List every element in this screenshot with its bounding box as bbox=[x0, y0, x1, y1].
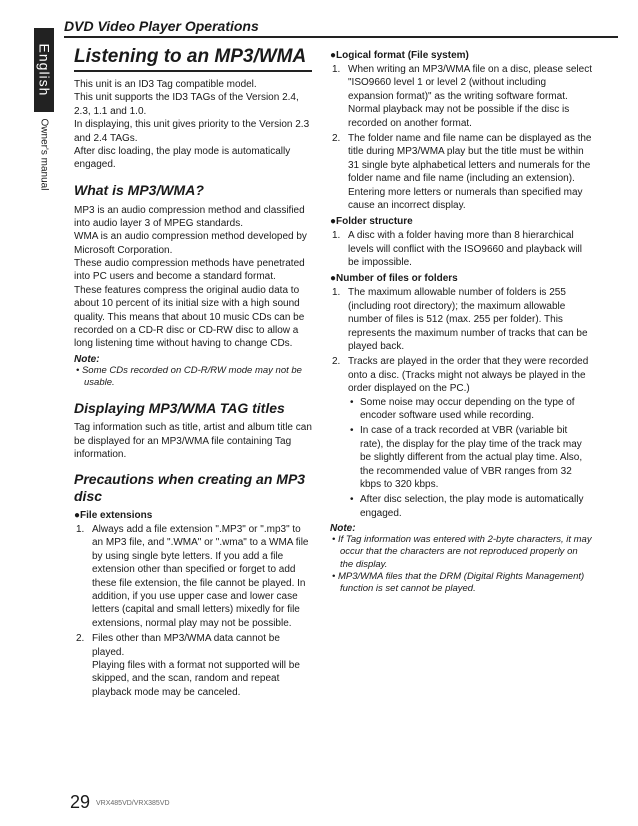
numbered-list bbox=[330, 229, 592, 269]
page-header: DVD Video Player Operations bbox=[64, 18, 259, 34]
list-item: 2. Files other than MP3/WMA data cannot be played. Playing files with a format not supported will be skipped, and the scan, random and repeat playback mode may be canceled. bbox=[76, 633, 300, 698]
header-rule bbox=[64, 36, 618, 38]
sub-bullet: • Some noise may occur depending on the type of encoder software used while recording. bbox=[350, 396, 575, 421]
list-item: 1. When writing an MP3/WMA file on a disc, please select "ISO9660 level 1 or level 2 (without including expansion format)" as the writing software format. Normal playback may not be possible if the disc is recorded on another format. bbox=[332, 64, 592, 129]
paragraph: MP3 is an audio compression method and classified into audio layer 3 of MPEG standards. bbox=[74, 204, 305, 229]
right-column bbox=[330, 40, 592, 596]
intro-line: This unit supports the ID3 TAGs of the Version 2.4, 2.3, 1.1 and 1.0. bbox=[74, 92, 299, 117]
list-item: 1. A disc with a folder having more than 8 hierarchical levels will conflict with the ISO9660 and playback will be impossible. bbox=[332, 230, 582, 269]
intro-line: In displaying, this unit gives priority to the Version 2.3 and 2.4 TAGs. bbox=[74, 119, 310, 144]
sub-bullet: • In case of a track recorded at VBR (variable bit rate), the display for the play time of the track may be slightly different from the actual play time. Also, the recommended value of VBR ranges from 32 kbps to 320 kbps. bbox=[350, 425, 583, 490]
subsection-heading: ●File extensions bbox=[74, 510, 153, 522]
note-text: • MP3/WMA files that the DRM (Digital Rights Management) function is set cannot be played. bbox=[332, 571, 585, 595]
subsection-heading: ●Number of files or folders bbox=[330, 273, 458, 285]
main-title: Listening to an MP3/WMA bbox=[74, 46, 312, 72]
model-number: VRX485VD/VRX385VD bbox=[96, 800, 170, 807]
intro-line: After disc loading, the play mode is automatically engaged. bbox=[74, 145, 291, 171]
paragraph: These features compress the original audio data to about 10 percent of its initial size with a high sound quality. This means that about 10 music CDs can be recorded on a CD-R disc or CD-RW disc to allow a long listening time without having to change CDs. bbox=[74, 284, 305, 350]
subsection-heading: ●Logical format (File system) bbox=[330, 50, 469, 61]
section-title: Displaying MP3/WMA TAG titles bbox=[74, 399, 285, 416]
paragraph: WMA is an audio compression method developed by Microsoft Corporation. bbox=[74, 231, 307, 256]
page-number: 29 bbox=[70, 792, 91, 812]
paragraph: Tag information such as title, artist and album title can be displayed for an MP3/WMA file containing Tag information. bbox=[74, 422, 312, 461]
side-subtitle: Owner's manual bbox=[38, 118, 50, 190]
note-label: Note: bbox=[330, 523, 356, 535]
intro-line: This unit is an ID3 Tag compatible model. bbox=[74, 79, 257, 90]
sub-bullet-list bbox=[348, 396, 592, 521]
paragraph: These audio compression methods have penetrated into PC users and become a standard format. bbox=[74, 258, 305, 283]
list-item: 1. Always add a file extension ".MP3" or ".mp3" to an MP3 file, and ".WMA" or ".wma" to a WMA file by using single byte letters. If you add a file extension other than specified or forget to add these file extension, the file cannot be played. In addition, if you use upper case and lower case letters (capital and small letters) mixedly for file extensions, normal play may not be possible. bbox=[76, 524, 309, 629]
note-text: • Some CDs recorded on CD-R/RW mode may not be usable. bbox=[76, 364, 302, 389]
section-title: What is MP3/WMA? bbox=[74, 181, 204, 198]
sub-bullet: • After disc selection, the play mode is automatically engaged. bbox=[350, 494, 584, 519]
subsection-heading: ●Folder structure bbox=[330, 216, 413, 228]
list-item: 1. The maximum allowable number of folders is 255 (including root directory); the maximum allowable number of files is 512 (max. 255 per folder). This represents the maximum number of tracks that can be played back. bbox=[332, 287, 588, 353]
numbered-list bbox=[74, 523, 312, 699]
numbered-list bbox=[330, 286, 592, 520]
note-label: Note: bbox=[74, 353, 100, 365]
list-item: 2. The folder name and file name can be displayed as the title during MP3/WMA play but the title must be within 31 single byte alphabetical letters and numerals for the folder name and file name (including an extension). Entering more letters or numerals than specified may cause an incorrect display. bbox=[332, 132, 592, 211]
numbered-list bbox=[330, 63, 592, 212]
section-title: Precautions when creating an MP3 disc bbox=[74, 471, 306, 505]
list-item: 2. Tracks are played in the order that they were recorded onto a disc. (Tracks might not always be played in the order displayed on the PC.) • Some noise may occur depending on the type of encoder software used while recording. • In case of a track recorded at VBR (variable bit rate), the display for the play time of the track may be slightly different from the actual play time. Also, the recommended value of VBR ranges from 32 kbps to 320 kbps. • After disc selection, the play mode is automatically engaged. bbox=[330, 355, 592, 520]
side-tab: English bbox=[36, 43, 53, 97]
left-column bbox=[74, 40, 312, 701]
note-text: • If Tag information was entered with 2-byte characters, it may occur that the characters are not reproduced properly on the display. bbox=[332, 534, 592, 570]
